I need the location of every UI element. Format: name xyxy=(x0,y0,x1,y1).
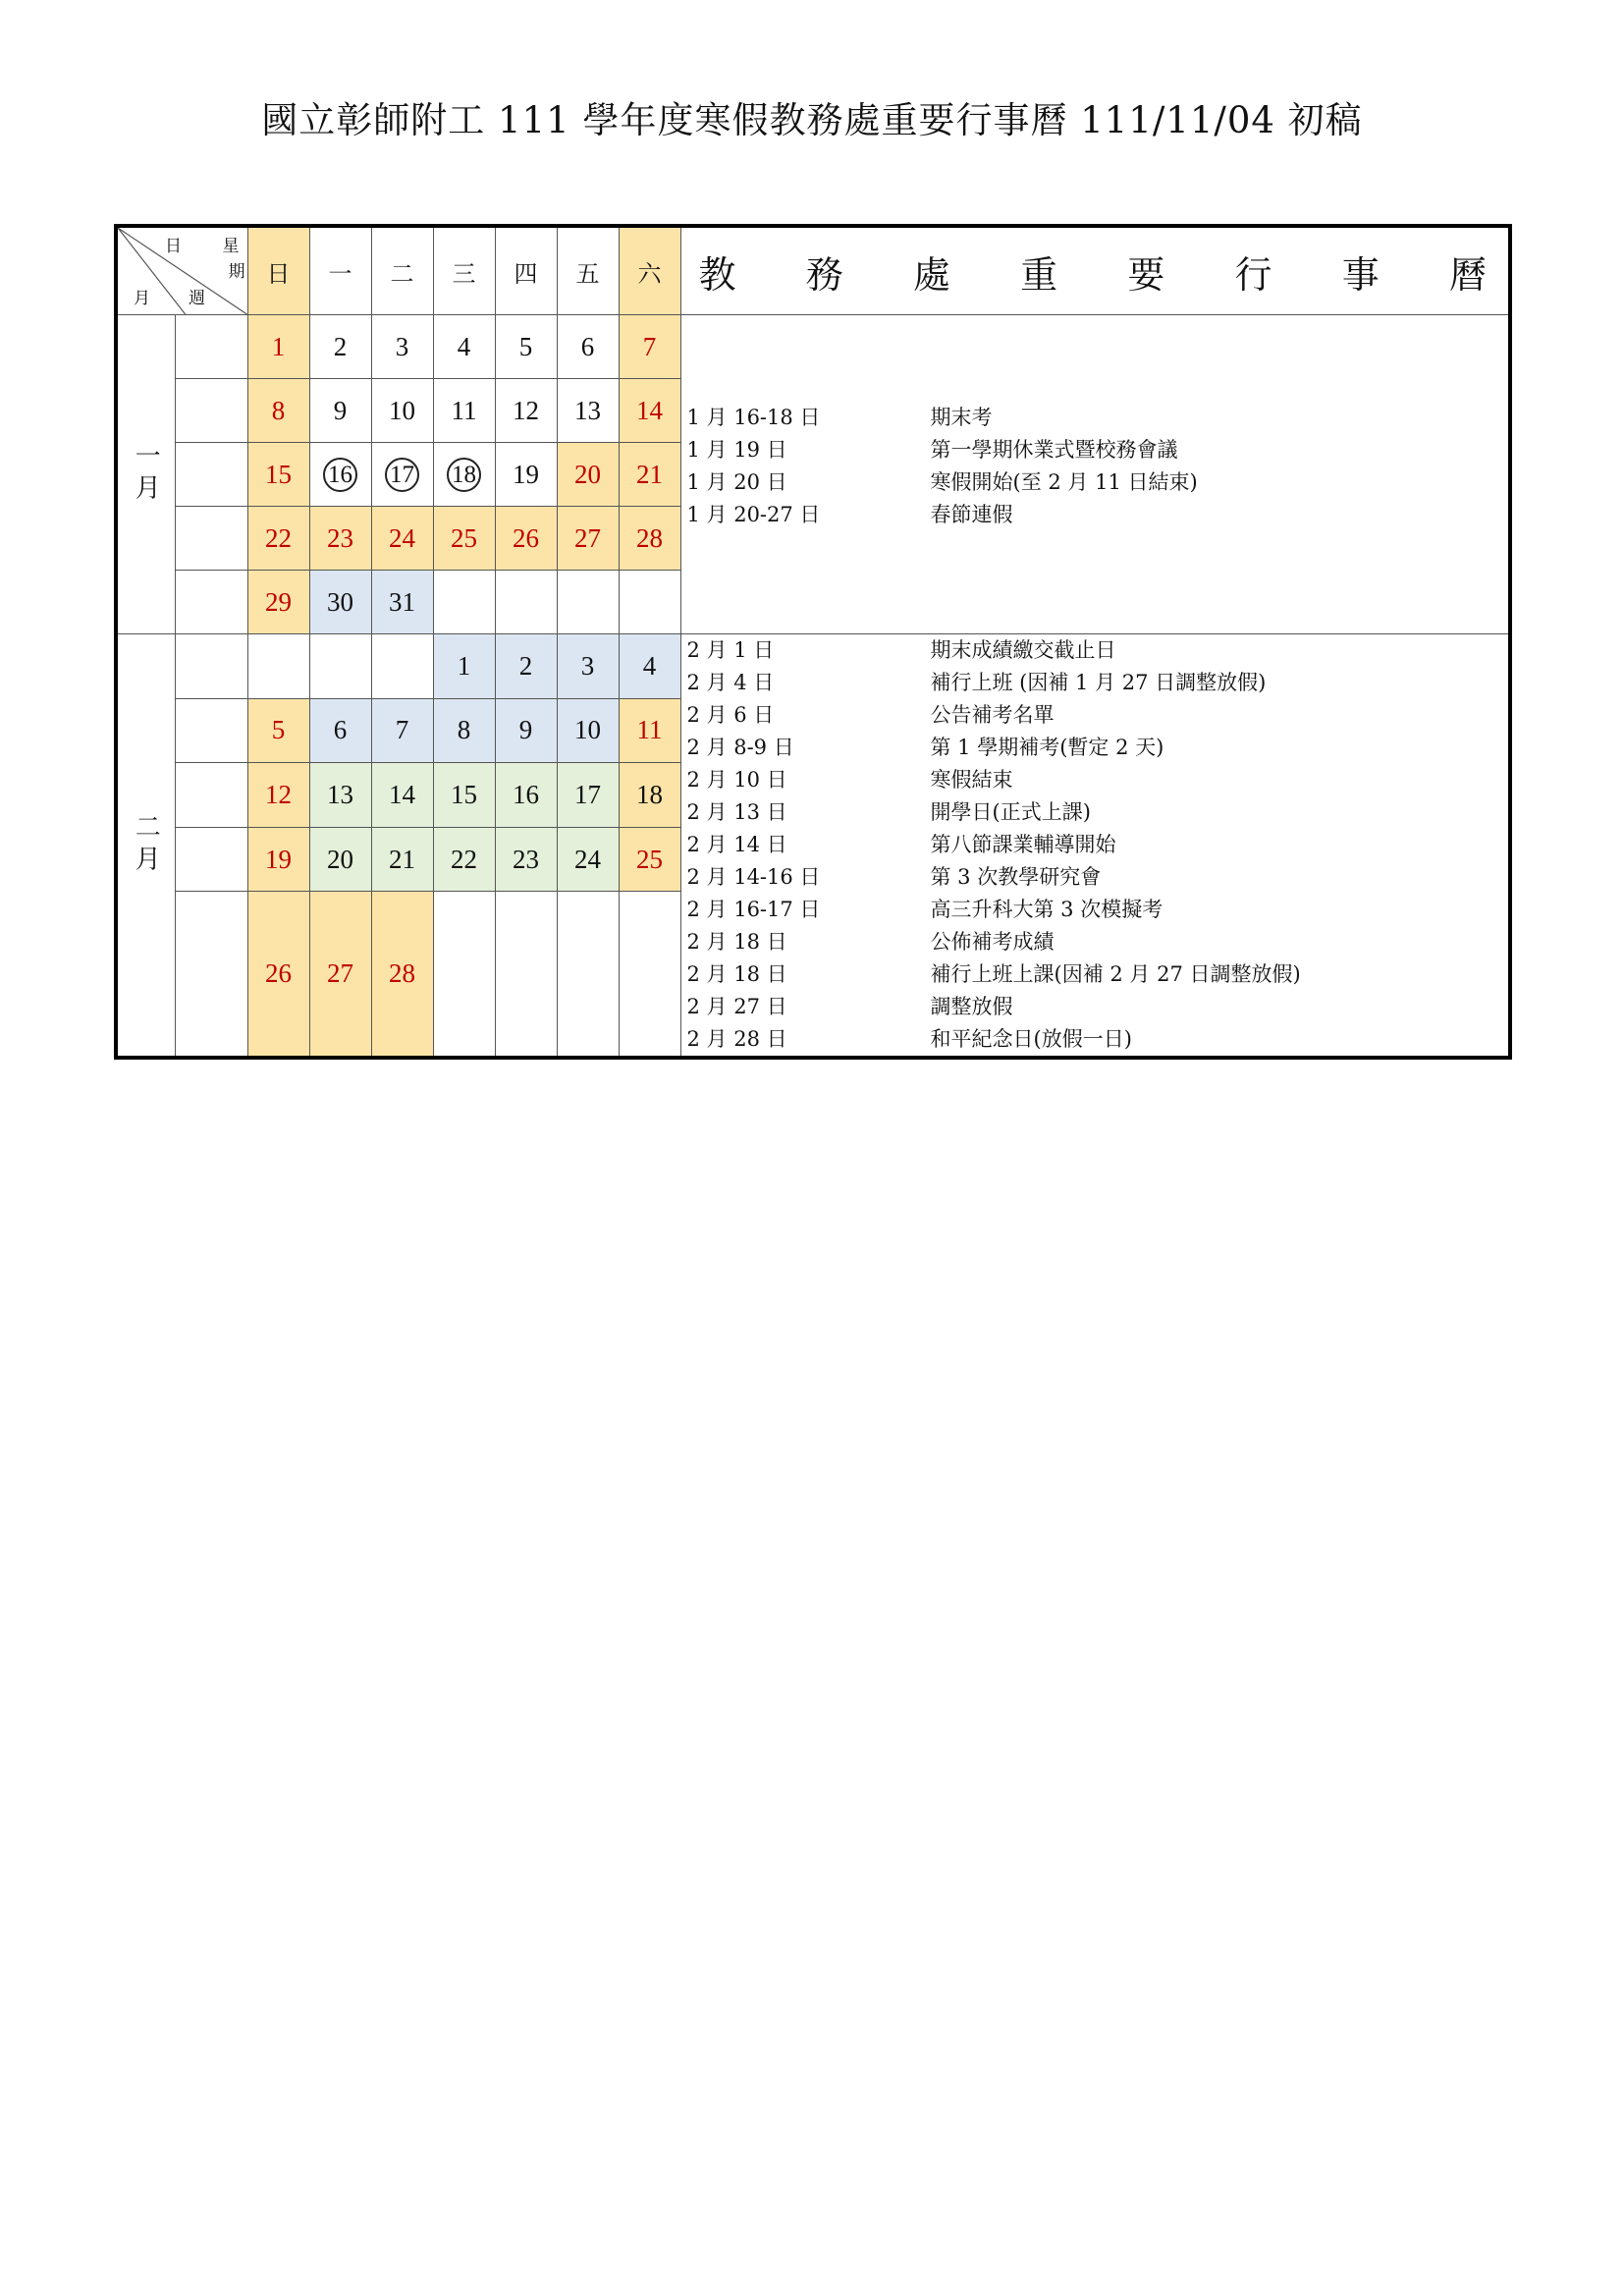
day-cell-thu xyxy=(495,634,557,699)
day-cell-thu xyxy=(495,315,557,379)
week-number-cell xyxy=(175,634,247,699)
event-date: 2 月 13 日 xyxy=(686,800,787,824)
day-cell-sun xyxy=(247,892,309,1058)
week-number-cell xyxy=(175,763,247,828)
event-item xyxy=(687,667,1509,699)
week-row xyxy=(116,634,1510,699)
day-cell-tue xyxy=(371,379,433,443)
day-number: 4 xyxy=(642,650,657,681)
day-cell-sun xyxy=(247,827,309,892)
day-number: 21 xyxy=(636,459,663,489)
events-cell xyxy=(680,634,1510,1059)
event-item xyxy=(687,894,1509,926)
day-cell-thu xyxy=(495,443,557,507)
event-text: 期末考 xyxy=(930,406,993,429)
day-number: 16 xyxy=(513,779,539,809)
day-cell-tue xyxy=(371,315,433,379)
day-cell-sun xyxy=(247,315,309,379)
event-text: 第 1 學期補考(暫定 2 天) xyxy=(930,736,1164,759)
day-number: 6 xyxy=(580,331,595,361)
day-number: 12 xyxy=(513,395,539,425)
day-cell-tue xyxy=(371,827,433,892)
day-number: 15 xyxy=(265,459,292,489)
day-cell-mon xyxy=(309,698,371,763)
day-cell-sun xyxy=(247,698,309,763)
day-number: 29 xyxy=(265,586,292,617)
weekday-sat: 六 xyxy=(619,226,680,315)
day-cell-thu xyxy=(495,892,557,1058)
day-number: 6 xyxy=(333,715,348,745)
event-date: 1 月 19 日 xyxy=(686,438,787,462)
day-cell-fri xyxy=(557,507,619,571)
day-number: 19 xyxy=(513,459,539,489)
month-label: 一 月 xyxy=(132,442,161,500)
event-date: 2 月 14 日 xyxy=(686,833,787,856)
corner-week-top-label: 星 xyxy=(222,237,240,256)
event-text: 調整放假 xyxy=(930,995,1013,1018)
day-cell-tue xyxy=(371,634,433,699)
events-header xyxy=(680,226,1510,315)
event-text: 高三升科大第 3 次模擬考 xyxy=(930,898,1164,921)
event-item xyxy=(687,466,1509,499)
day-cell-mon xyxy=(309,379,371,443)
day-cell-sun xyxy=(247,763,309,828)
week-number-cell xyxy=(175,827,247,892)
day-cell-fri xyxy=(557,379,619,443)
day-cell-fri xyxy=(557,634,619,699)
week-number-cell xyxy=(175,443,247,507)
corner-cell xyxy=(116,226,247,315)
event-item xyxy=(687,796,1509,829)
day-cell-sat xyxy=(619,571,680,634)
event-item xyxy=(687,958,1509,991)
day-number: 20 xyxy=(574,459,601,489)
event-date: 2 月 10 日 xyxy=(686,768,787,792)
day-cell-thu xyxy=(495,763,557,828)
day-cell-sat xyxy=(619,379,680,443)
events-header-char: 務 xyxy=(805,252,843,297)
weekday-wed: 三 xyxy=(433,226,495,315)
day-number: 22 xyxy=(265,522,292,553)
day-number: 25 xyxy=(451,522,477,553)
day-cell-wed xyxy=(433,571,495,634)
corner-day-label: 日 xyxy=(165,237,182,256)
day-cell-tue xyxy=(371,443,433,507)
event-date: 2 月 6 日 xyxy=(686,703,775,727)
day-cell-thu xyxy=(495,827,557,892)
day-cell-mon xyxy=(309,892,371,1058)
day-number: 1 xyxy=(271,331,286,361)
day-number: 13 xyxy=(327,779,353,809)
events-cell xyxy=(680,315,1510,634)
event-date: 2 月 16-17 日 xyxy=(686,898,821,921)
event-text: 補行上班 (因補 1 月 27 日調整放假) xyxy=(930,671,1267,694)
event-date: 2 月 1 日 xyxy=(686,638,775,662)
day-number: 3 xyxy=(580,650,595,681)
day-number: 15 xyxy=(451,779,477,809)
day-number: 8 xyxy=(457,715,471,745)
day-number: 30 xyxy=(327,586,353,617)
event-text: 公告補考名單 xyxy=(930,703,1055,727)
day-number: 10 xyxy=(574,715,601,745)
day-number: 25 xyxy=(636,844,663,874)
events-header-char: 教 xyxy=(698,252,736,297)
events-header-char: 曆 xyxy=(1448,252,1487,297)
event-item xyxy=(687,434,1509,466)
day-number: 18 xyxy=(636,779,663,809)
day-cell-sat xyxy=(619,827,680,892)
day-number: 5 xyxy=(518,331,533,361)
day-number: 11 xyxy=(636,715,663,745)
day-cell-sun xyxy=(247,443,309,507)
circled-day-number: 17 xyxy=(385,458,419,492)
day-number: 9 xyxy=(518,715,533,745)
day-cell-wed xyxy=(433,763,495,828)
day-number: 12 xyxy=(265,779,292,809)
day-number: 13 xyxy=(574,395,601,425)
day-cell-fri xyxy=(557,698,619,763)
day-number: 11 xyxy=(451,395,477,425)
circled-day-number: 18 xyxy=(447,458,481,492)
day-cell-sun xyxy=(247,571,309,634)
event-date: 1 月 20-27 日 xyxy=(686,503,821,526)
header-row xyxy=(116,226,1510,315)
day-cell-mon xyxy=(309,315,371,379)
day-cell-fri xyxy=(557,892,619,1058)
event-date: 1 月 20 日 xyxy=(686,470,787,494)
day-cell-fri xyxy=(557,443,619,507)
event-text: 第八節課業輔導開始 xyxy=(930,833,1116,856)
event-text: 寒假結束 xyxy=(930,768,1013,792)
day-number: 14 xyxy=(389,779,415,809)
week-number-cell xyxy=(175,892,247,1058)
event-item xyxy=(687,699,1509,732)
event-text: 寒假開始(至 2 月 11 日結束) xyxy=(930,470,1198,494)
day-number: 9 xyxy=(333,395,348,425)
day-number: 28 xyxy=(389,958,415,989)
day-number: 7 xyxy=(642,331,657,361)
day-cell-fri xyxy=(557,827,619,892)
event-item xyxy=(687,1023,1509,1056)
day-number: 19 xyxy=(265,844,292,874)
corner-month-label: 月 xyxy=(134,289,150,308)
weekday-thu: 四 xyxy=(495,226,557,315)
circled-day-number: 16 xyxy=(323,458,357,492)
events-list xyxy=(681,315,1509,531)
day-number: 2 xyxy=(333,331,348,361)
day-cell-mon xyxy=(309,763,371,828)
day-number: 2 xyxy=(518,650,533,681)
week-number-cell xyxy=(175,698,247,763)
event-date: 2 月 18 日 xyxy=(686,962,787,986)
day-number: 20 xyxy=(327,844,353,874)
day-number: 23 xyxy=(327,522,353,553)
events-header-char: 要 xyxy=(1127,252,1165,297)
event-date: 2 月 8-9 日 xyxy=(686,736,794,759)
event-date: 2 月 27 日 xyxy=(686,995,787,1018)
month-label-cell xyxy=(116,634,175,1059)
month-label-cell xyxy=(116,315,175,634)
weekday-fri: 五 xyxy=(557,226,619,315)
day-cell-sat xyxy=(619,315,680,379)
day-number: 26 xyxy=(513,522,539,553)
event-item xyxy=(687,499,1509,531)
day-number: 26 xyxy=(265,958,292,989)
day-cell-mon xyxy=(309,634,371,699)
event-text: 和平紀念日(放假一日) xyxy=(930,1027,1132,1051)
event-item xyxy=(687,634,1509,667)
events-header-char: 重 xyxy=(1020,252,1058,297)
day-cell-wed xyxy=(433,315,495,379)
day-cell-mon xyxy=(309,571,371,634)
event-item xyxy=(687,861,1509,894)
day-number: 28 xyxy=(636,522,663,553)
day-cell-tue xyxy=(371,892,433,1058)
day-number: 24 xyxy=(574,844,601,874)
day-cell-tue xyxy=(371,571,433,634)
day-cell-fri xyxy=(557,315,619,379)
day-cell-thu xyxy=(495,571,557,634)
event-date: 2 月 4 日 xyxy=(686,671,775,694)
day-number: 17 xyxy=(574,779,601,809)
day-number: 24 xyxy=(389,522,415,553)
event-text: 第一學期休業式暨校務會議 xyxy=(930,438,1178,462)
week-number-cell xyxy=(175,315,247,379)
month-label: 二 月 xyxy=(132,812,161,871)
event-item xyxy=(687,402,1509,434)
day-cell-mon xyxy=(309,507,371,571)
day-number: 23 xyxy=(513,844,539,874)
day-cell-wed xyxy=(433,443,495,507)
day-cell-sun xyxy=(247,634,309,699)
day-number: 31 xyxy=(389,586,415,617)
day-cell-wed xyxy=(433,379,495,443)
weekday-mon: 一 xyxy=(309,226,371,315)
event-item xyxy=(687,991,1509,1023)
event-text: 期末成績繳交截止日 xyxy=(930,638,1116,662)
week-number-cell xyxy=(175,379,247,443)
day-cell-wed xyxy=(433,698,495,763)
day-number: 10 xyxy=(389,395,415,425)
day-cell-thu xyxy=(495,507,557,571)
day-cell-wed xyxy=(433,634,495,699)
day-cell-fri xyxy=(557,763,619,828)
day-cell-sat xyxy=(619,507,680,571)
event-text: 第 3 次教學研究會 xyxy=(930,865,1102,889)
events-header-char: 事 xyxy=(1341,252,1380,297)
event-date: 2 月 28 日 xyxy=(686,1027,787,1051)
day-number: 5 xyxy=(271,715,286,745)
event-text: 春節連假 xyxy=(930,503,1013,526)
corner-zhou-label: 週 xyxy=(189,289,205,308)
event-item xyxy=(687,764,1509,796)
week-number-cell xyxy=(175,571,247,634)
weekday-tue: 二 xyxy=(371,226,433,315)
day-number: 3 xyxy=(395,331,409,361)
day-cell-sun xyxy=(247,507,309,571)
events-header-char: 行 xyxy=(1234,252,1272,297)
day-number: 1 xyxy=(457,650,471,681)
events-header-char: 處 xyxy=(912,252,950,297)
day-number: 27 xyxy=(327,958,353,989)
event-date: 1 月 16-18 日 xyxy=(686,406,821,429)
week-row xyxy=(116,315,1510,379)
day-cell-mon xyxy=(309,443,371,507)
day-cell-tue xyxy=(371,507,433,571)
events-list xyxy=(681,634,1509,1056)
day-cell-thu xyxy=(495,379,557,443)
page-title: 國立彰師附工 111 學年度寒假教務處重要行事曆 111/11/04 初稿 xyxy=(261,99,1363,141)
day-number: 7 xyxy=(395,715,409,745)
day-number: 4 xyxy=(457,331,471,361)
calendar-table xyxy=(114,224,1512,1060)
event-item xyxy=(687,926,1509,958)
day-cell-thu xyxy=(495,698,557,763)
event-text: 補行上班上課(因補 2 月 27 日調整放假) xyxy=(930,962,1301,986)
corner-week-bottom-label: 期 xyxy=(228,262,245,282)
day-cell-sat xyxy=(619,892,680,1058)
day-cell-tue xyxy=(371,763,433,828)
event-text: 公佈補考成績 xyxy=(930,930,1055,954)
day-cell-fri xyxy=(557,571,619,634)
weekday-sun: 日 xyxy=(247,226,309,315)
day-cell-wed xyxy=(433,827,495,892)
event-item xyxy=(687,829,1509,861)
day-cell-wed xyxy=(433,892,495,1058)
day-number: 22 xyxy=(451,844,477,874)
day-number: 14 xyxy=(636,395,663,425)
day-cell-sat xyxy=(619,443,680,507)
day-cell-mon xyxy=(309,827,371,892)
day-number: 8 xyxy=(271,395,286,425)
event-date: 2 月 18 日 xyxy=(686,930,787,954)
event-date: 2 月 14-16 日 xyxy=(686,865,821,889)
day-cell-sun xyxy=(247,379,309,443)
day-number: 27 xyxy=(574,522,601,553)
day-cell-sat xyxy=(619,763,680,828)
day-cell-wed xyxy=(433,507,495,571)
day-cell-sat xyxy=(619,634,680,699)
week-number-cell xyxy=(175,507,247,571)
event-item xyxy=(687,732,1509,764)
day-number: 21 xyxy=(389,844,415,874)
day-cell-tue xyxy=(371,698,433,763)
day-cell-sat xyxy=(619,698,680,763)
event-text: 開學日(正式上課) xyxy=(930,800,1091,824)
